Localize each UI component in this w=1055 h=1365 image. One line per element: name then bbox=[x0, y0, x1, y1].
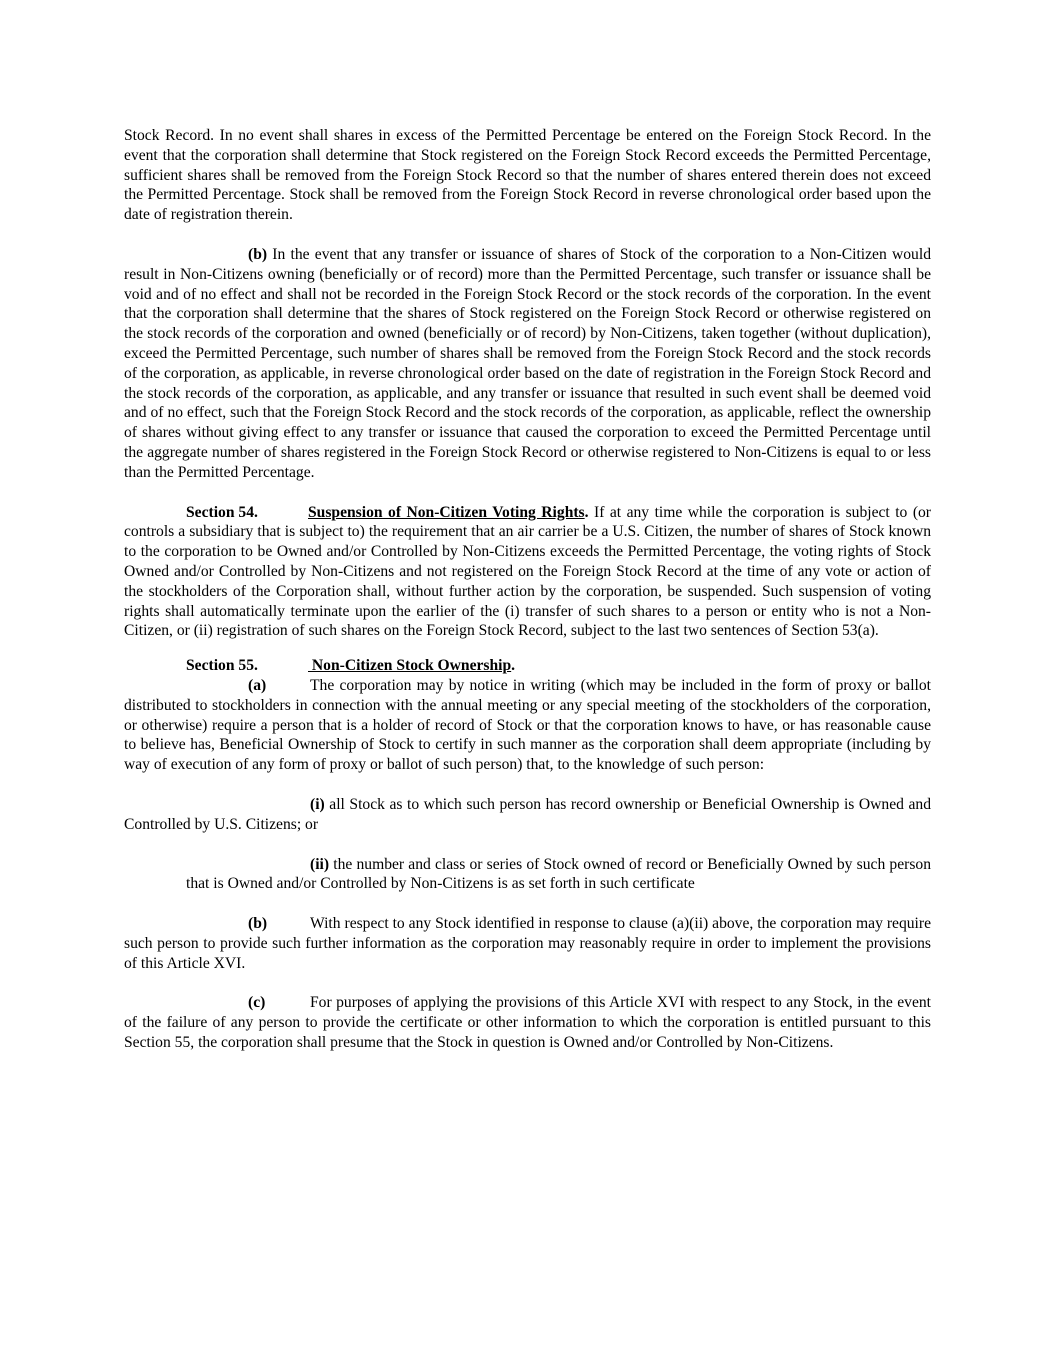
clause-b2-text: With respect to any Stock identified in response to clause (a)(ii) above, the corporation may require such person to provide such further information as the corporation may reasonably require in order to implement the provisions of this Article XVI. bbox=[124, 915, 931, 972]
section-55-clause-i bbox=[124, 795, 931, 835]
clause-label-a: (a) bbox=[248, 676, 267, 694]
section-54-label: Section 54. bbox=[186, 503, 258, 521]
clause-label-ii: (ii) bbox=[310, 855, 330, 873]
section-54 bbox=[124, 503, 931, 642]
section-55-clause-a bbox=[124, 676, 931, 775]
section-54-period: . bbox=[584, 503, 589, 521]
section-55-clause-c bbox=[124, 993, 931, 1052]
clause-b-text: In the event that any transfer or issuance of shares of Stock of the corporation to a Non-Citizen would result in Non-Citizens owning (beneficially or of record) more than the Permitted Percentage, such transfer or issuance shall be void and of no effect and shall not be recorded in the Foreign Stock Record or the stock records of the corporation. In the event that the corporation shall determine that the shares of Stock registered on the Foreign Stock Record or otherwise registered on the stock records of the corporation and owned (beneficially or of record) by Non-Citizens, taken together (without duplication), exceed the Permitted Percentage, such number of shares shall be removed from the Foreign Stock Record and the stock records of the corporation, as applicable, in reverse chronological order based on the date of registration in the Foreign Stock Record and the stock records of the corporation, as applicable, and any transfer or issuance that resulted in such event shall be deemed void and of no effect, such that the Foreign Stock Record and the stock records of the corporation, as applicable, reflect the ownership of shares without giving effect to any transfer or issuance that caused the corporation to exceed the Permitted Percentage until the aggregate number of shares registered in the Foreign Stock Record or otherwise registered to Non-Citizens is equal to or less than the Permitted Percentage. bbox=[124, 245, 931, 481]
clause-c-text: For purposes of applying the provisions of this Article XVI with respect to any Stock, in the event of the failure of any person to provide the certificate or other information to which the corporation is entitled pursuant to this Section 55, the corporation shall presume that the Stock in question is Owned and/or Controlled by Non-Citizens. bbox=[124, 994, 931, 1052]
clause-a-text: The corporation may by notice in writing (which may be included in the form of proxy or ballot distributed to stockholders in connection with the annual meeting or any special meeting of the stockholders of the corporation, or otherwise) require a person that is a holder of record of Stock or that the corporation knows to have, or has reasonable cause to believe has, Beneficial Ownership of Stock to certify in such manner as the corporation shall deem appropriate (including by way of execution of any form of proxy or ballot of such person) that, to the knowledge of such person: bbox=[124, 676, 931, 774]
section-55-clause-b bbox=[124, 914, 931, 973]
section-55-label: Section 55. bbox=[186, 657, 258, 675]
clause-label-b2: (b) bbox=[248, 915, 268, 933]
section-55-heading bbox=[124, 656, 931, 676]
clause-label-b: (b) bbox=[248, 245, 268, 263]
section-55-clause-ii bbox=[124, 855, 931, 895]
section-54-title: Suspension of Non-Citizen Voting Rights bbox=[308, 503, 585, 521]
clause-i-text: all Stock as to which such person has record ownership or Beneficial Ownership is Owned and Controlled by U.S. Citizens; or bbox=[124, 795, 931, 833]
paragraph-foreign-stock-record: Stock Record. In no event shall shares in excess of the Permitted Percentage be entered on the Foreign Stock Record. In the event that the corporation shall determine that Stock registered on the Foreign Stock Record exceeds the Permitted Percentage, sufficient shares shall be removed from the Foreign Stock Record so that the number of shares entered therein does not exceed the Permitted Percentage. Stock shall be removed from the Foreign Stock Record in reverse chronological order based upon the date of registration therein. bbox=[124, 127, 931, 224]
section-55-period: . bbox=[511, 657, 516, 675]
clause-ii-text: the number and class or series of Stock owned of record or Beneficially Owned by such person that is Owned and/or Controlled by Non-Citizens is as set forth in such certificate bbox=[186, 855, 931, 893]
clause-label-c: (c) bbox=[248, 994, 266, 1012]
paragraph-b bbox=[124, 245, 931, 483]
document-page bbox=[124, 126, 931, 1053]
section-54-text: If at any time while the corporation is subject to (or controls a subsidiary that is subject to) the requirement that an air carrier be a U.S. Citizen, the number of shares of Stock known to the corporation to be Owned and/or Controlled by Non-Citizens exceeds the Permitted Percentage, the voting rights of Stock Owned and/or Controlled by Non-Citizens and not registered on the Foreign Stock Record at the time of any vote or action of the stockholders of the Corporation shall, without further action by the corporation, be suspended. Such suspension of voting rights shall automatically terminate upon the earlier of the (i) transfer of such shares to a person or entity who is not a Non-Citizen, or (ii) registration of such shares on the Foreign Stock Record, subject to the last two sentences of Section 53(a). bbox=[124, 503, 931, 640]
section-55-title: Non-Citizen Stock Ownership bbox=[308, 657, 512, 675]
clause-label-i: (i) bbox=[310, 795, 325, 813]
